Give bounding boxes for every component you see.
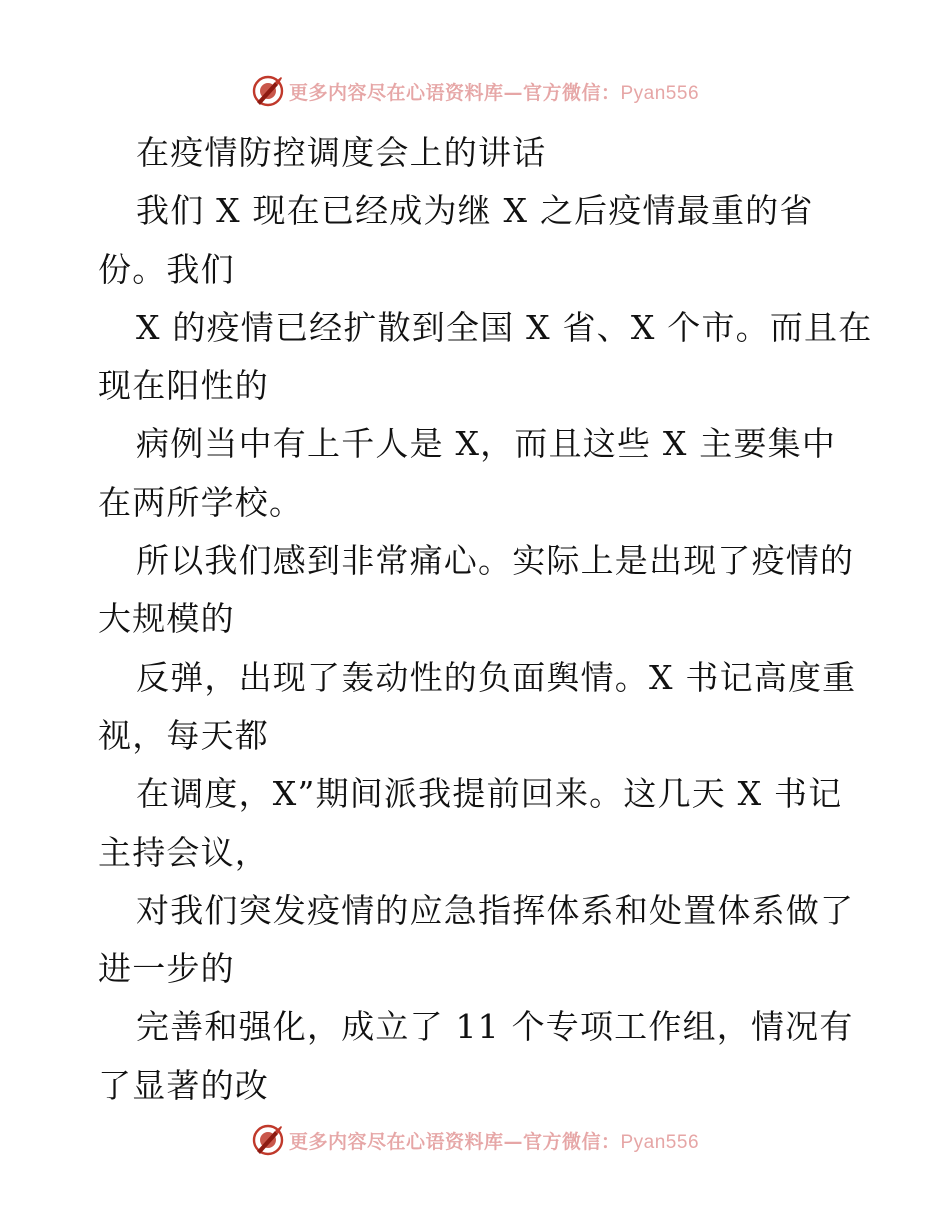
quill-logo-icon (251, 74, 285, 108)
watermark-wechat-id: Pyan556 (620, 1131, 700, 1153)
watermark-text: 更多内容尽在心语资料库—官方微信： (288, 81, 621, 104)
text-line: X 的疫情已经扩散到全国 X 省、X 个市。而且在 (136, 307, 873, 347)
text-line: 在调度，X”期间派我提前回来。这几天 X 书记 (136, 774, 843, 814)
text-line: 现在阳性的 (98, 366, 269, 406)
text-line: 了显著的改 (98, 1065, 269, 1105)
text-line: 视，每天都 (98, 715, 269, 755)
watermark-text: 更多内容尽在心语资料库—官方微信： (288, 1130, 621, 1153)
text-line: 完善和强化，成立了 11 个专项工作组，情况有 (136, 1007, 854, 1047)
text-line: 主持会议， (98, 832, 269, 872)
text-line: 进一步的 (98, 949, 235, 989)
text-line: 对我们突发疫情的应急指挥体系和处置体系做了 (136, 890, 855, 930)
quill-logo-icon (251, 1123, 285, 1157)
text-line: 份。我们 (98, 249, 235, 289)
text-line: 所以我们感到非常痛心。实际上是出现了疫情的 (136, 541, 855, 581)
text-line: 在两所学校。 (98, 482, 304, 522)
document-body (98, 124, 873, 1115)
text-line: 大规模的 (98, 599, 235, 639)
watermark-wechat-id: Pyan556 (620, 82, 700, 104)
header-watermark (0, 71, 950, 111)
footer-watermark (0, 1120, 950, 1160)
text-line: 在疫情防控调度会上的讲话 (136, 133, 547, 172)
text-line: 反弹，出现了轰动性的负面舆情。X 书记高度重 (136, 657, 857, 697)
text-line: 我们 X 现在已经成为继 X 之后疫情最重的省 (136, 191, 814, 231)
text-line: 病例当中有上千人是 X，而且这些 X 主要集中 (136, 424, 837, 464)
